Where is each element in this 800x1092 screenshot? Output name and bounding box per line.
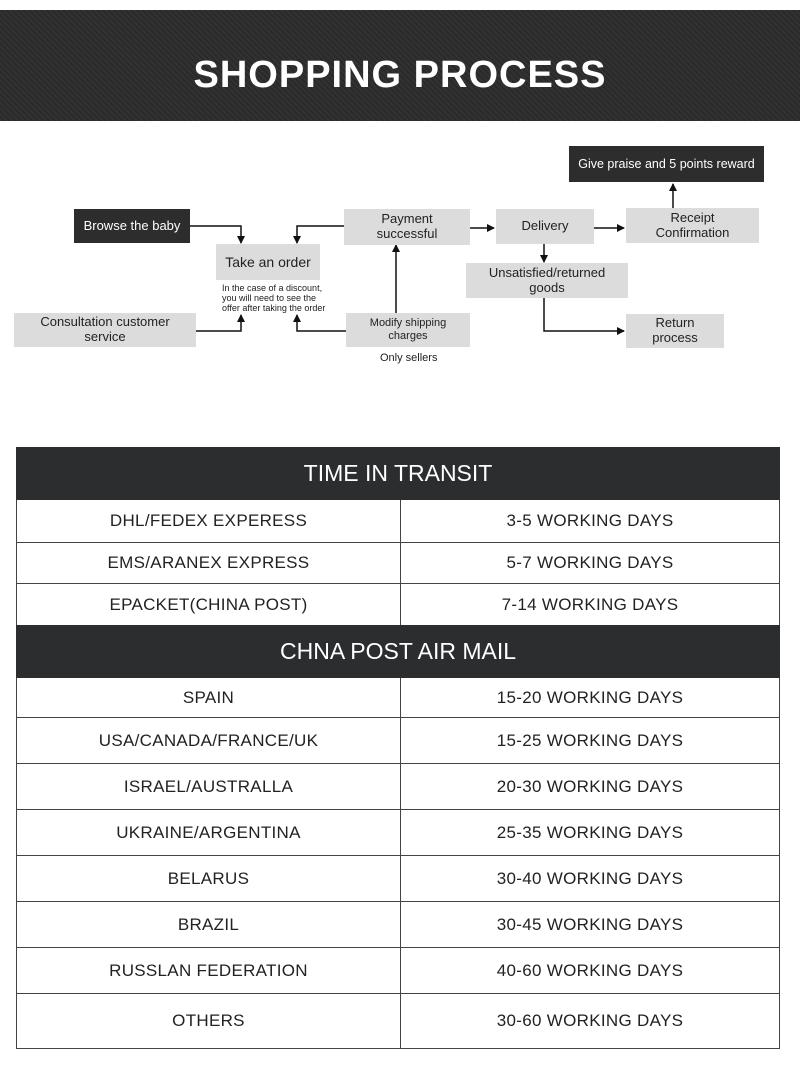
time-cell: 30-60 WORKING DAYS xyxy=(496,1011,684,1030)
arrow-modify-to-order xyxy=(297,315,346,331)
airmail-header-label: CHNA POST AIR MAIL xyxy=(279,638,517,664)
note-line-1: In the case of a discount, xyxy=(222,283,323,293)
airmail-header xyxy=(16,625,780,678)
time-cell: 30-45 WORKING DAYS xyxy=(496,914,684,934)
step-consultation-label: Consultation customer service xyxy=(40,314,170,344)
step-praise xyxy=(569,146,764,182)
step-return-label: Return process xyxy=(652,315,698,345)
take-order-note xyxy=(222,283,342,313)
table-row xyxy=(16,856,780,902)
step-receipt xyxy=(626,208,759,243)
only-sellers-label: Only sellers xyxy=(380,352,438,364)
step-consultation xyxy=(14,313,196,347)
step-browse xyxy=(74,209,190,243)
table-row xyxy=(16,543,780,584)
time-cell: 3-5 WORKING DAYS xyxy=(506,511,674,530)
step-praise-label: Give praise and 5 points reward xyxy=(578,156,755,171)
step-payment xyxy=(344,209,470,245)
time-cell: 20-30 WORKING DAYS xyxy=(496,776,684,796)
page-title: SHOPPING PROCESS xyxy=(193,54,607,96)
carrier-cell: DHL/FEDEX EXPERESS xyxy=(17,500,401,542)
table-row xyxy=(16,584,780,625)
carrier-cell: EMS/ARANEX EXPRESS xyxy=(17,543,401,583)
step-modify-label: Modify shipping charges xyxy=(369,317,447,342)
country-cell: USA/CANADA/FRANCE/UK xyxy=(17,718,401,763)
carrier-cell: EPACKET(CHINA POST) xyxy=(17,584,401,625)
time-cell: 5-7 WORKING DAYS xyxy=(506,553,674,572)
step-modify xyxy=(346,313,470,347)
arrow-browse-to-order xyxy=(190,226,241,243)
step-browse-label: Browse the baby xyxy=(83,217,181,233)
country-cell: RUSSLAN FEDERATION xyxy=(17,948,401,993)
header-banner xyxy=(0,10,800,121)
transit-header-label: TIME IN TRANSIT xyxy=(303,460,493,486)
time-cell: 40-60 WORKING DAYS xyxy=(496,960,684,980)
arrow-payment-to-order xyxy=(297,226,344,243)
table-row xyxy=(16,718,780,764)
country-cell: ISRAEL/AUSTRALLA xyxy=(17,764,401,809)
step-return xyxy=(626,314,724,348)
country-cell: UKRAINE/ARGENTINA xyxy=(17,810,401,855)
step-take-order xyxy=(216,244,320,280)
step-unsatisfied-label: Unsatisfied/returned goods xyxy=(488,264,606,295)
time-cell: 15-20 WORKING DAYS xyxy=(496,687,684,707)
step-receipt-label: Receipt Confirmation xyxy=(655,209,730,240)
time-cell: 30-40 WORKING DAYS xyxy=(496,868,684,888)
country-cell: BRAZIL xyxy=(17,902,401,947)
step-payment-label: Payment successful xyxy=(376,211,438,241)
note-line-2: you will need to see the xyxy=(222,293,317,303)
country-cell: SPAIN xyxy=(17,678,401,717)
arrow-unsatisfied-to-return xyxy=(544,298,624,331)
table-row xyxy=(16,902,780,948)
step-take-order-label: Take an order xyxy=(225,253,311,270)
country-cell: BELARUS xyxy=(17,856,401,901)
transit-header xyxy=(16,447,780,500)
step-delivery-label: Delivery xyxy=(521,218,569,234)
note-line-3: offer after taking the order xyxy=(222,303,326,313)
time-cell: 15-25 WORKING DAYS xyxy=(496,730,684,750)
shipping-table xyxy=(16,447,780,1049)
table-row xyxy=(16,678,780,718)
table-row xyxy=(16,994,780,1049)
step-delivery xyxy=(496,209,594,244)
step-unsatisfied xyxy=(466,263,628,298)
table-row xyxy=(16,764,780,810)
table-row xyxy=(16,500,780,543)
table-row xyxy=(16,810,780,856)
table-row xyxy=(16,948,780,994)
country-cell: OTHERS xyxy=(17,994,401,1048)
time-cell: 25-35 WORKING DAYS xyxy=(496,822,684,842)
time-cell: 7-14 WORKING DAYS xyxy=(501,594,679,614)
arrow-consult-to-order xyxy=(196,315,241,331)
